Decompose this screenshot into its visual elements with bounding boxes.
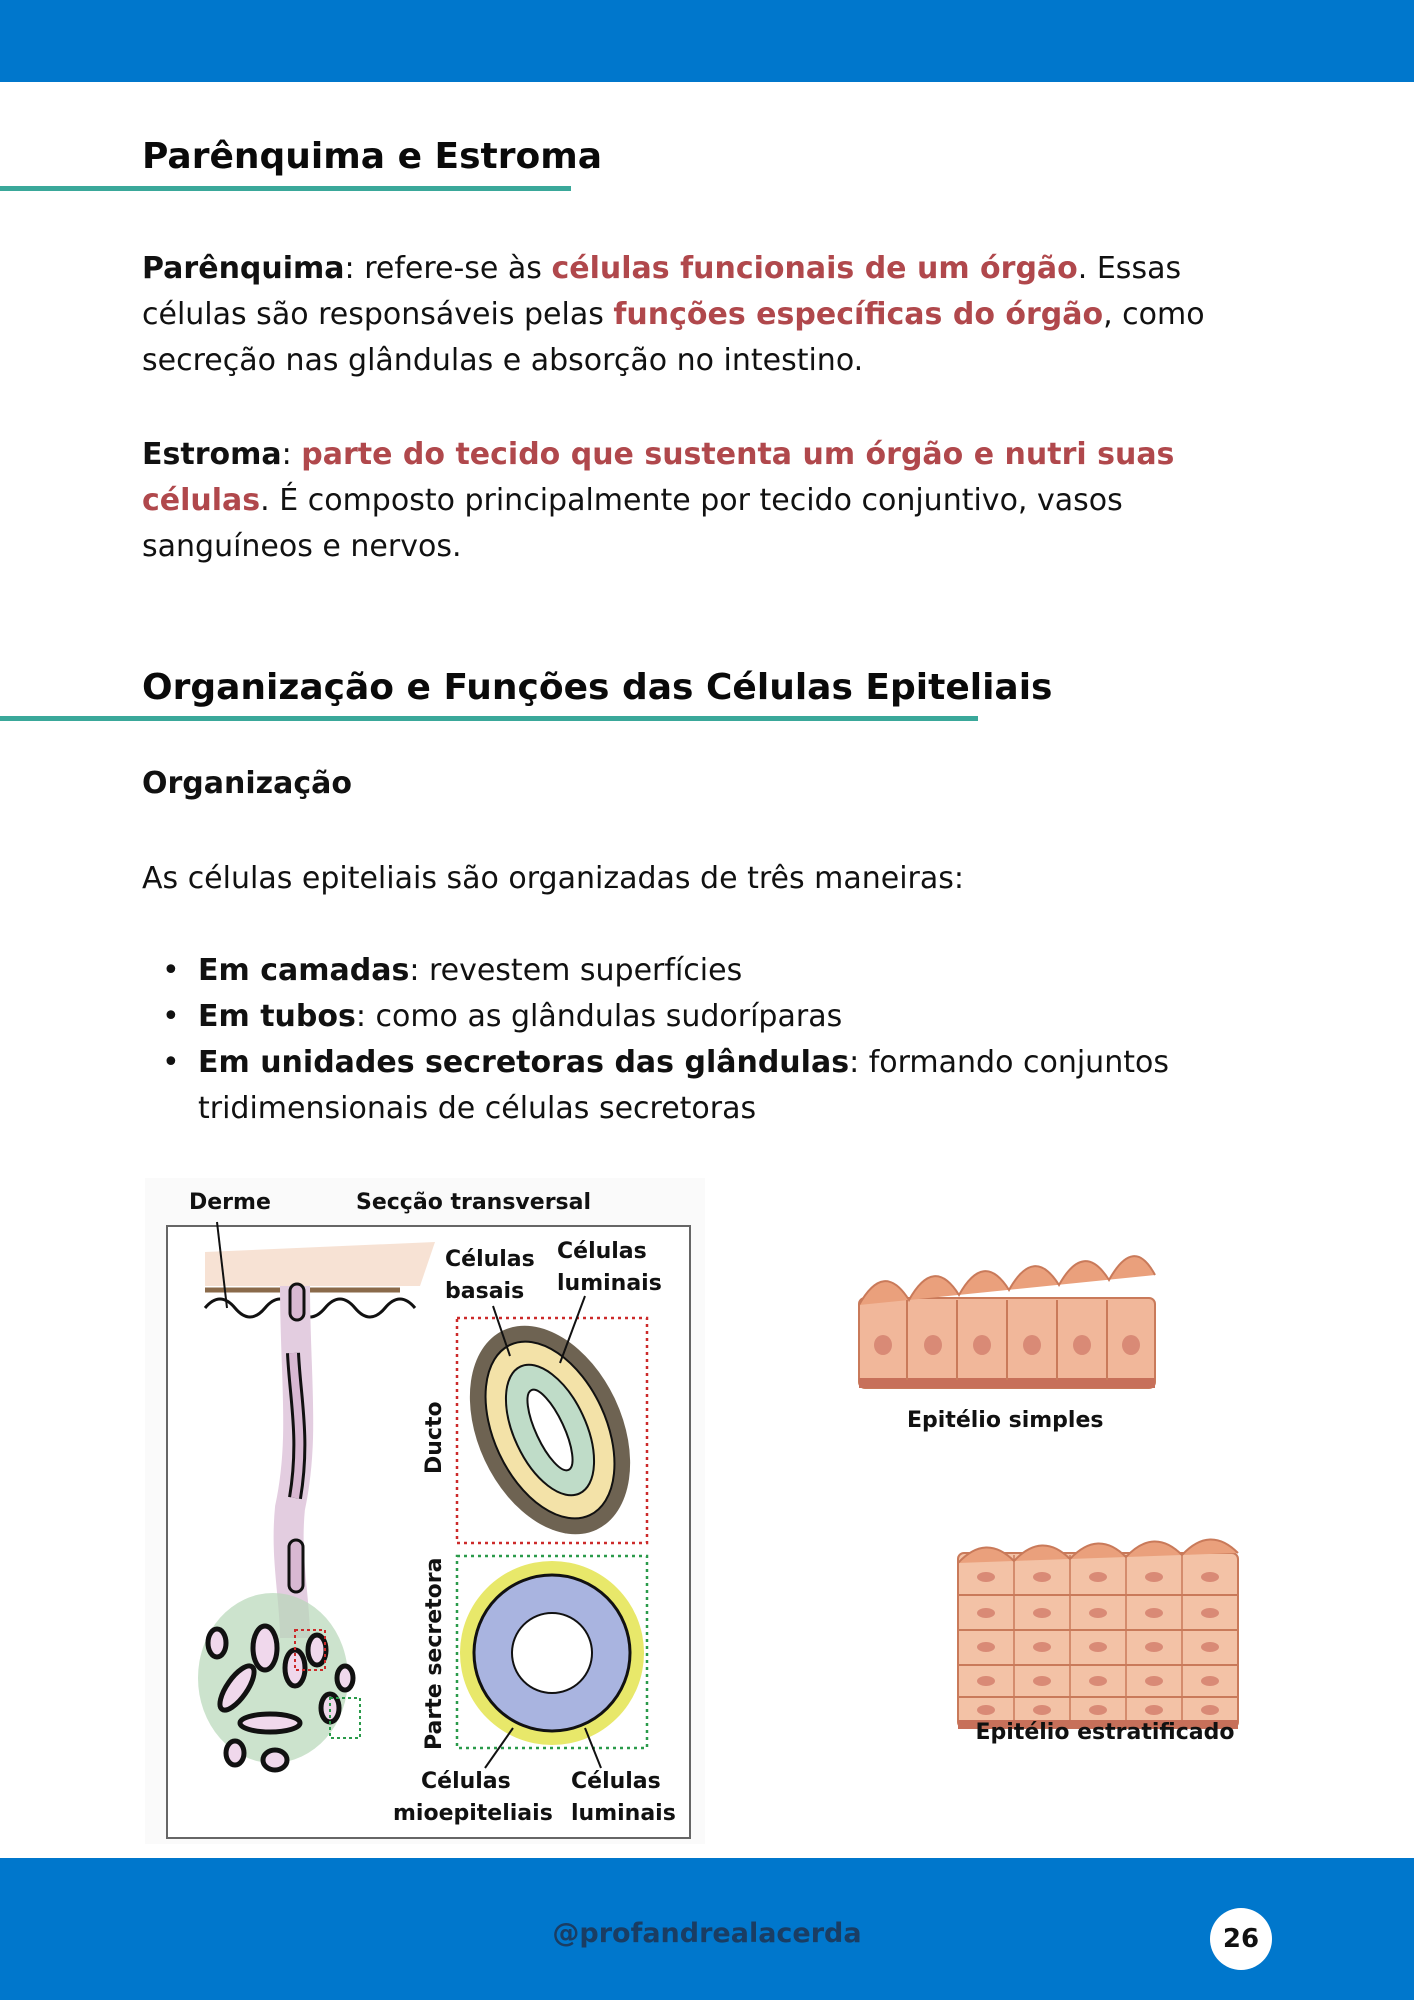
section-title-organizacao: Organização e Funções das Células Epiteliais (142, 667, 1053, 708)
list-item (142, 1040, 1252, 1132)
title-underline (0, 186, 571, 191)
label-mio-1: Células (421, 1769, 511, 1794)
term: Em camadas (198, 953, 410, 988)
text: . É composto principalmente por tecido conjuntivo, vasos sanguíneos e nervos. (142, 483, 1123, 564)
term: Em tubos (198, 999, 356, 1034)
label-mio-2: mioepiteliais (393, 1801, 553, 1826)
label-lum2-2: luminais (571, 1801, 676, 1826)
term: Estroma (142, 437, 282, 472)
bullet-list (142, 948, 1252, 1132)
text: : (281, 437, 302, 472)
text: : formando conjuntos tridimensionais de células secretoras (198, 1045, 1169, 1126)
sweat-gland-illustration (145, 1178, 705, 1844)
highlight: funções específicas do órgão (613, 297, 1104, 332)
term: Em unidades secretoras das glândulas (198, 1045, 850, 1080)
label-basais-2: basais (445, 1279, 525, 1304)
list-item (142, 948, 1252, 994)
highlight: parte do tecido que sustenta um órgão e nutri suas células (142, 437, 1175, 518)
label-basais-1: Células (445, 1247, 535, 1272)
text: , como secreção nas glândulas e absorção no intestino. (142, 297, 1205, 378)
text: . Essas células são responsáveis pelas (142, 251, 1182, 332)
label-parte-secretora: Parte secretora (422, 1557, 447, 1750)
text: : refere-se às (344, 251, 552, 286)
subsection-title: Organização (142, 766, 352, 801)
social-handle: @profandrealacerda (552, 1918, 862, 1949)
simple-epithelium-figure (855, 1250, 1167, 1445)
label-lum2-1: Células (571, 1769, 661, 1794)
highlight: células funcionais de um órgão (551, 251, 1078, 286)
label-luminais-1: Células (557, 1239, 647, 1264)
sweat-gland-figure (145, 1178, 705, 1844)
header-bar (0, 0, 1414, 82)
page-number: 26 (1210, 1908, 1272, 1970)
paragraph-estroma (142, 432, 1252, 570)
text: : revestem superfícies (409, 953, 743, 988)
paragraph-parenquima (142, 246, 1252, 384)
label-ducto: Ducto (422, 1401, 447, 1474)
caption-stratified: Epitélio estratificado (975, 1720, 1235, 1745)
title-underline (0, 716, 978, 721)
text: : como as glândulas sudoríparas (355, 999, 843, 1034)
term: Parênquima (142, 251, 345, 286)
label-derme: Derme (189, 1190, 271, 1215)
list-item (142, 994, 1252, 1040)
label-seccao: Secção transversal (356, 1190, 592, 1215)
section-title-parenquima: Parênquima e Estroma (142, 136, 603, 177)
label-luminais-2: luminais (557, 1271, 662, 1296)
intro-text: As células epiteliais são organizadas de três maneiras: (142, 861, 965, 896)
caption-simple: Epitélio simples (907, 1408, 1104, 1433)
simple-epithelium-illustration (855, 1250, 1167, 1445)
